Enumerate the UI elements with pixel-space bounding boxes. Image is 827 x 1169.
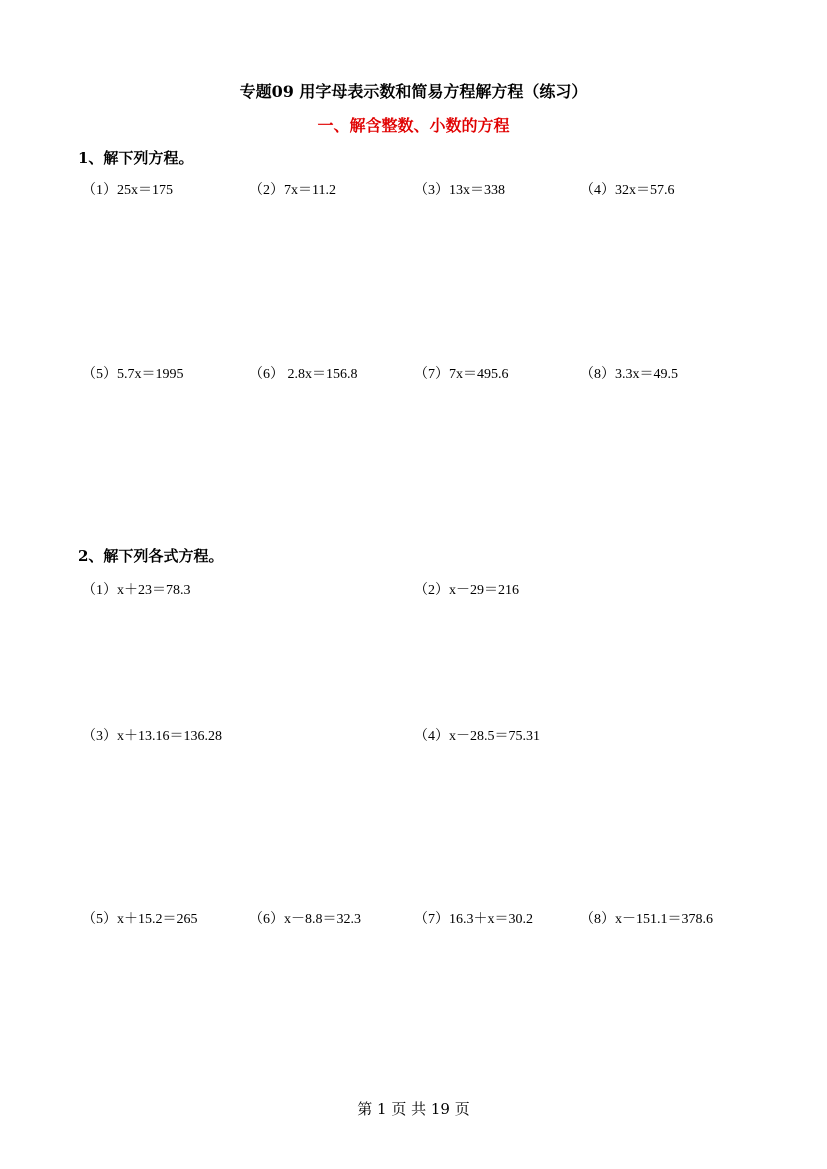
equation-1-1: （1）25x＝175 [82,183,173,198]
equation-2-1: （1）x＋23＝78.3 [82,583,191,598]
equation-1-3: （3）13x＝338 [414,183,505,198]
section-heading: 一、解含整数、小数的方程 [317,116,510,135]
equation-1-5: （5）5.7x＝1995 [82,367,184,382]
page-footer: 第 1 页 共 19 页 [357,1100,470,1118]
equation-2-3: （3）x＋13.16＝136.28 [82,729,222,744]
equation-2-2: （2）x－29＝216 [414,583,519,598]
equation-1-8: （8）3.3x＝49.5 [580,367,678,382]
equation-2-6: （6）x－8.8＝32.3 [249,912,361,927]
equation-2-7: （7）16.3＋x＝30.2 [414,912,533,927]
equation-1-7: （7）7x＝495.6 [414,367,509,382]
equation-2-8: （8）x－151.1＝378.6 [580,912,713,927]
question-1-heading: 1、解下列方程。 [78,149,194,167]
equation-1-4: （4）32x＝57.6 [580,183,675,198]
page-title: 专题09 用字母表示数和简易方程解方程（练习） [239,82,588,101]
question-2-heading: 2、解下列各式方程。 [78,547,224,565]
equation-1-6: （6） 2.8x＝156.8 [249,367,358,382]
equation-1-2: （2）7x＝11.2 [249,183,336,198]
equation-2-4: （4）x－28.5＝75.31 [414,729,540,744]
equation-2-5: （5）x＋15.2＝265 [82,912,198,927]
